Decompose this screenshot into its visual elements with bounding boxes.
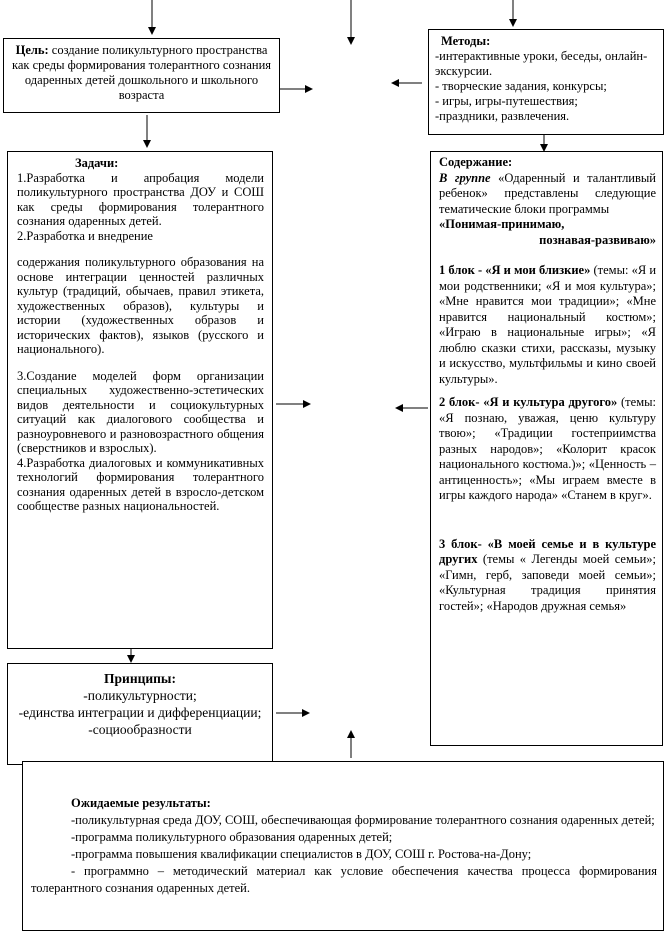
methods-item: - творческие задания, конкурсы; <box>435 79 607 93</box>
result-item: - программно – методический материал как условие обеспечения качества процесса формирования толерантного сознания одаренных детей. <box>31 864 657 895</box>
task-item: содержания поликультурного образования на основе интеграции ценностей различных культур (традиций, обычаев, правил этикета, художественных образов), культуры и истории (художественных образов и исторических фактов), языков (русского и национального). <box>17 255 264 356</box>
task-item: 2.Разработка и внедрение <box>17 228 153 243</box>
content-box <box>430 151 663 746</box>
block2-text: (темы: «Я познаю, уважая, ценю культуру твою»; «Традиции гостеприимства разных народов»; «Колорит красок национального костюма.)»; «Ценность – антиценность»; «Мы играем вместе в игры каждого народа» «Станем в круг». <box>439 395 656 502</box>
block1-title: 1 блок - «Я и мои близкие» <box>439 263 591 277</box>
methods-item: -интерактивные уроки, беседы, онлайн-экскурсии. <box>435 49 648 78</box>
principle-item: -поликультурности; <box>83 688 197 703</box>
content-intro-text: «Одаренный и талантливый ребенок» представлены следующие тематические блоки программы <box>439 170 656 216</box>
task-item: 3.Создание моделей форм организации специальных художественно-эстетических видов деятельности и социокультурных ситуаций как диалогового сообщества и разноуровневого и разновозрастного общения (сверстников и взрослых). <box>17 368 264 455</box>
task-item: 1.Разработка и апробация модели поликультурного пространства ДОУ и СОШ как среды формирования толерантного сознания одаренных детей. <box>17 170 264 228</box>
goal-heading: Цель: <box>15 43 49 57</box>
results-box <box>22 761 664 931</box>
goal-text: создание поликультурного пространства как среды формирования толерантного сознания одаренных детей дошкольного и школьного возраста <box>11 43 272 102</box>
block2-title: 2 блок- «Я и культура другого» <box>439 395 618 409</box>
principles-box <box>7 663 273 765</box>
content-heading: Содержание: <box>439 155 513 169</box>
block3-text: (темы « Легенды моей семьи»; «Гимн, герб, заповеди моей семьи»; «Культурная традиция принятия гостей»; «Народов дружная семья» <box>439 552 656 613</box>
tasks-heading: Задачи: <box>75 156 119 170</box>
result-item: -поликультурная среда ДОУ, СОШ, обеспечивающая формирование толерантного сознания одаренных детей; <box>71 813 655 827</box>
result-item: -программа повышения квалификации специалистов в ДОУ, СОШ г. Ростова-на-Дону; <box>71 847 532 861</box>
goal-box <box>3 38 280 113</box>
principle-item: -социообразности <box>88 722 192 737</box>
block1-text: (темы: «Я и мои родственники; «Я и моя культура»; «Мне нравится мои традиции»; «Мне нравится национальный костюм»; «Играю в национальные игры»; «Я люблю сказки стихи, рассказы, музыку и искусство, мультфильмы и кино своей культуры». <box>439 263 657 386</box>
methods-item: - игры, игры-путешествия; <box>435 94 578 108</box>
block3-title: 3 блок- «В моей семье и в культуре других <box>439 536 656 566</box>
program-title-line2: познавая-развиваю» <box>539 232 656 247</box>
principle-item: -единства интеграции и дифференциации; <box>18 705 262 720</box>
tasks-box <box>7 151 273 649</box>
program-title-line1: «Понимая-принимаю, <box>439 217 565 231</box>
result-item: -программа поликультурного образования одаренных детей; <box>71 830 393 844</box>
results-heading: Ожидаемые результаты: <box>71 796 211 810</box>
content-intro-italic: В группе <box>439 170 491 185</box>
methods-heading: Методы: <box>441 34 491 48</box>
principles-heading: Принципы: <box>104 671 176 686</box>
methods-box <box>428 29 664 135</box>
task-item: 4.Разработка диалоговых и коммуникативных технологий формирования толерантного сознания одаренных детей в взросло-детском сообществе разных национальностей. <box>17 455 264 513</box>
methods-item: -праздники, развлечения. <box>435 109 570 123</box>
